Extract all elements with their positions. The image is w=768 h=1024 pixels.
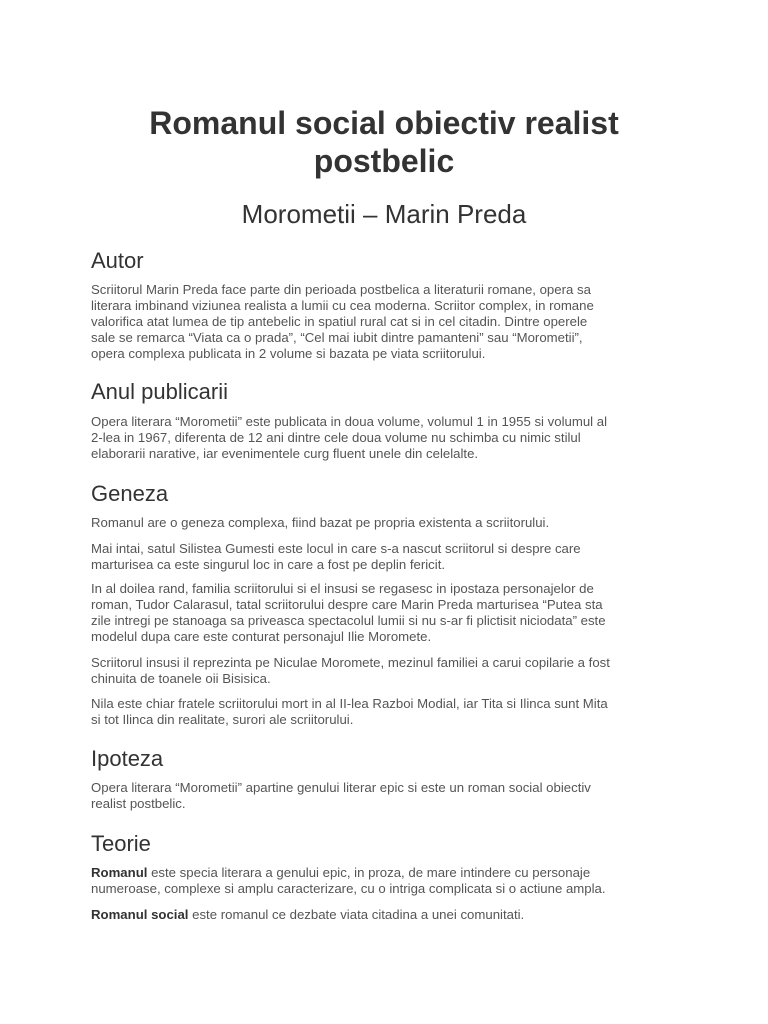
paragraph <box>91 907 677 923</box>
document-subtitle: Morometii – Marin Preda <box>241 199 527 229</box>
text-line: valorifica atat lumea de tip antebelic in spatiul rural cat si in cel citadin. Dintre operele <box>91 314 588 329</box>
paragraph <box>91 655 677 687</box>
text-line: zile intregi pe stanoaga sa priveasca spectacolul lumii si nu s-ar fi plictisit niciodata” este <box>91 613 606 628</box>
section-heading-ipoteza: Ipoteza <box>91 746 164 771</box>
paragraph <box>91 696 677 728</box>
text-line: Opera literara “Morometii” apartine genului literar epic si este un roman social obiectiv <box>91 780 591 795</box>
paragraph <box>91 282 677 362</box>
bold-term: Romanul social <box>91 907 189 922</box>
text-line: Nila este chiar fratele scriitorului mort in al II-lea Razboi Modial, iar Tita si Ilinca sunt Mita <box>91 696 608 711</box>
text-line: si tot Ilinca din realitate, surori ale scriitorului. <box>91 712 354 727</box>
text-line: numeroase, complexe si amplu caracterizare, cu o intriga complicata si o actiune ampla. <box>91 881 606 896</box>
text-line: roman, Tudor Calarasul, tatal scriitorului despre care Marin Preda marturisea “Putea sta <box>91 597 603 612</box>
paragraph <box>91 414 677 462</box>
text-line: marturisea ca este singurul loc in care a fost pe deplin fericit. <box>91 557 446 572</box>
text-line: sale se remarca “Viata ca o prada”, “Cel mai iubit dintre pamanteni” sau “Morometii”, <box>91 330 583 345</box>
text-line: In al doilea rand, familia scriitorului si el insusi se regasesc in ipostaza personajelor de <box>91 581 594 596</box>
text-line <box>91 907 677 923</box>
text-line: realist postbelic. <box>91 796 186 811</box>
text-line <box>91 865 677 881</box>
text-line: 2-lea in 1967, diferenta de 12 ani dintre cele doua volume nu schimba cu nimic stilul <box>91 430 581 445</box>
paragraph <box>91 581 677 645</box>
section-heading-geneza: Geneza <box>91 481 169 506</box>
document-title <box>91 104 677 180</box>
text-run: este romanul ce dezbate viata citadina a unei comunitati. <box>188 907 525 922</box>
paragraph <box>91 780 677 812</box>
text-line: opera complexa publicata in 2 volume si bazata pe viata scriitorului. <box>91 346 486 361</box>
text-line: Mai intai, satul Silistea Gumesti este locul in care s-a nascut scriitorul si despre care <box>91 541 581 556</box>
text-line: modelul dupa care este conturat personajul Ilie Moromete. <box>91 629 432 644</box>
paragraph <box>91 515 677 531</box>
text-line: chinuita de toanele oii Bisisica. <box>91 671 271 686</box>
text-line: literara imbinand viziunea realista a lumii cu cea moderna. Scriitor complex, in romane <box>91 298 594 313</box>
bold-term: Romanul <box>91 865 148 880</box>
text-line: elaborarii narative, iar evenimentele curg fluent unele din celelalte. <box>91 446 479 461</box>
text-line: Romanul are o geneza complexa, fiind bazat pe propria existenta a scriitorului. <box>91 515 550 530</box>
text-line: Scriitorul insusi il reprezinta pe Niculae Moromete, mezinul familiei a carui copilarie a fost <box>91 655 610 670</box>
section-heading-teorie: Teorie <box>91 831 151 856</box>
text-line: Scriitorul Marin Preda face parte din perioada postbelica a literaturii romane, opera sa <box>91 282 591 297</box>
paragraph <box>91 865 677 897</box>
section-heading-anul-publicarii: Anul publicarii <box>91 379 228 404</box>
text-line: Opera literara “Morometii” este publicata in doua volume, volumul 1 in 1955 si volumul al <box>91 414 608 429</box>
paragraph <box>91 541 677 573</box>
text-run: este specia literara a genului epic, in proza, de mare intindere cu personaje <box>147 865 591 880</box>
document-title-line: postbelic <box>313 143 455 179</box>
section-heading-autor: Autor <box>91 248 144 273</box>
document-title-line: Romanul social obiectiv realist <box>149 105 619 141</box>
